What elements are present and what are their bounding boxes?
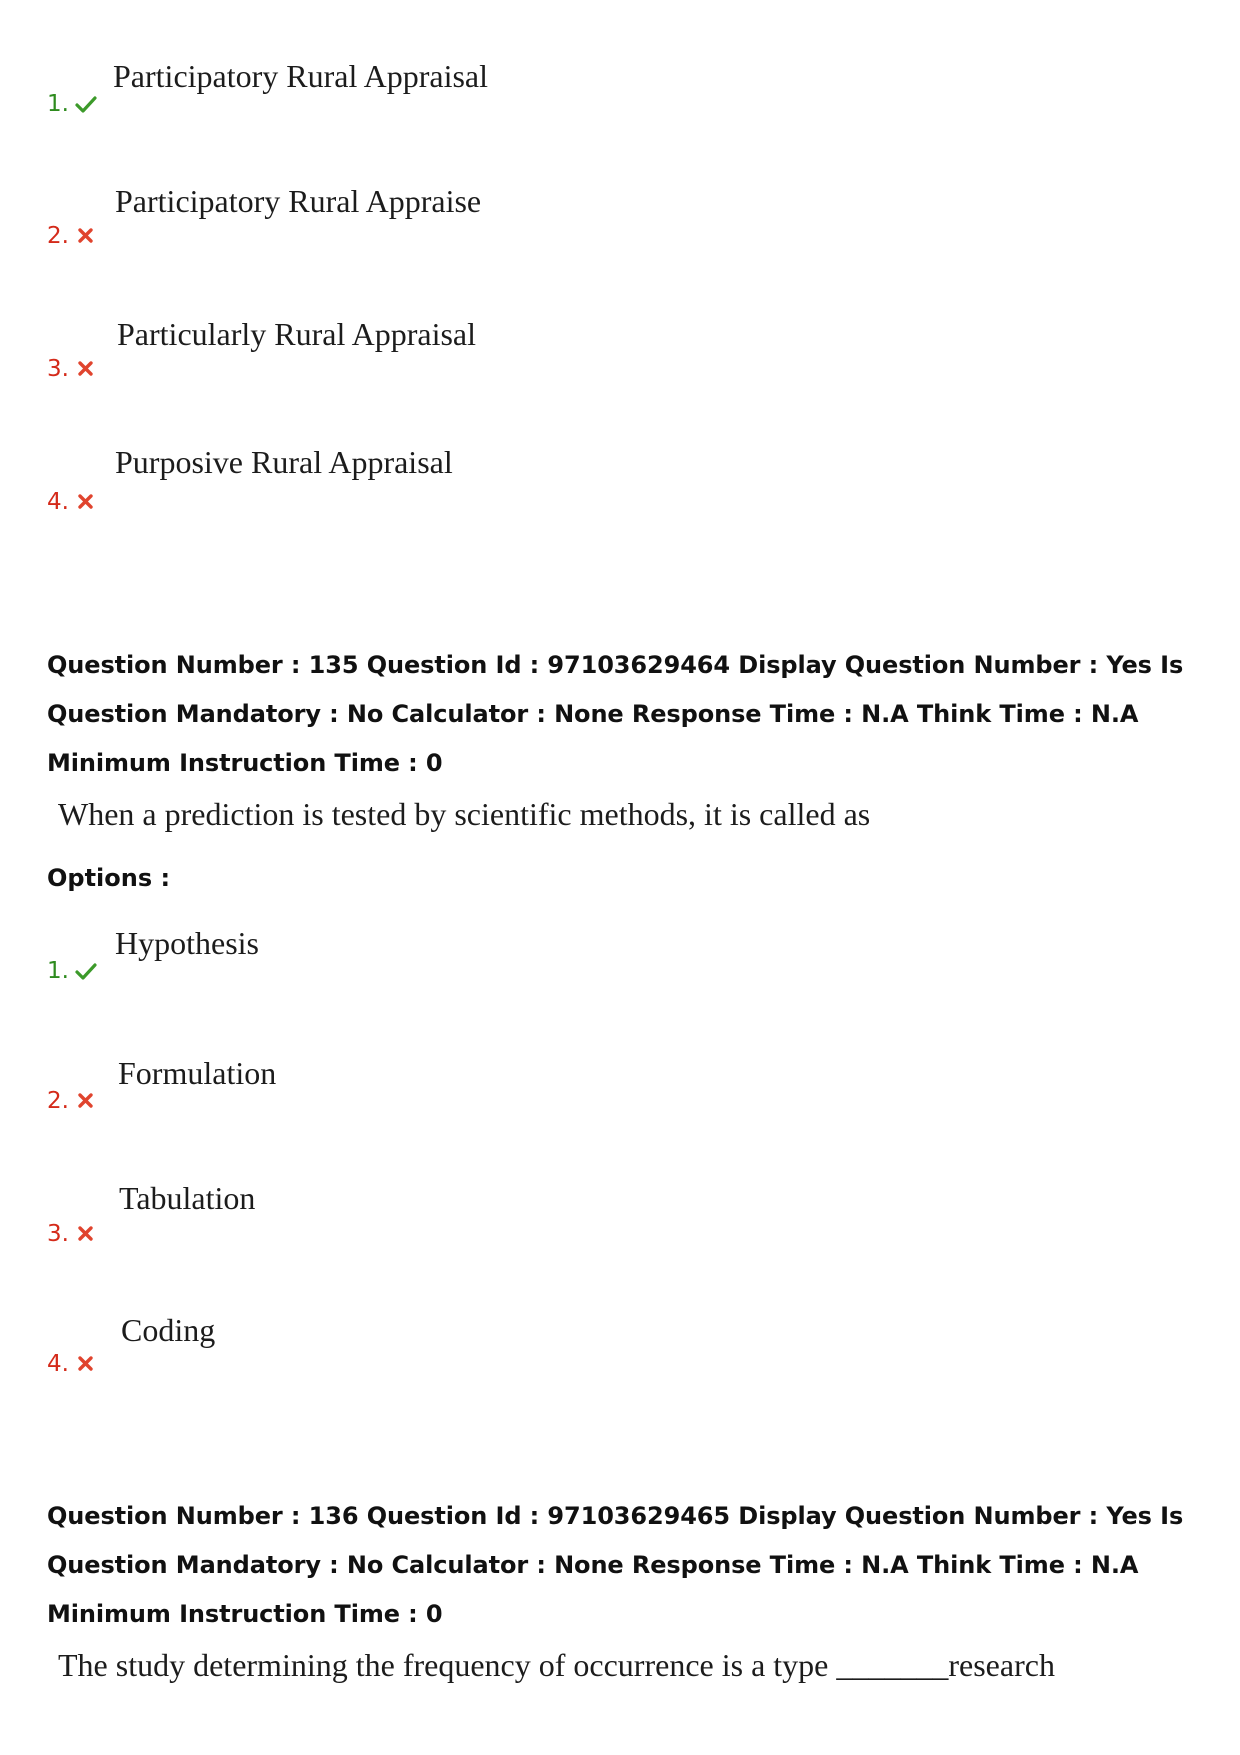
cross-icon bbox=[75, 227, 97, 245]
check-icon bbox=[75, 962, 97, 980]
q134-option-4 bbox=[47, 444, 947, 515]
question-136-header: Question Number : 136 Question Id : 97103629465 Display Question Number : Yes Is Question Mandatory : No Calculator : None Response Time : N.A Think Time : N.A Minimum Instruction Time : 0 bbox=[47, 1502, 1184, 1628]
q135-option-1 bbox=[47, 924, 947, 984]
options-label: Options : bbox=[47, 864, 171, 892]
q135-option-3 bbox=[47, 1180, 947, 1247]
option-number: 4. bbox=[47, 489, 69, 515]
option-text: Particularly Rural Appraisal bbox=[117, 316, 477, 352]
cross-icon bbox=[75, 493, 97, 511]
option-number: 4. bbox=[47, 1351, 69, 1377]
question-136-text: The study determining the frequency of occurrence is a type _______research bbox=[58, 1647, 1055, 1683]
q135-option-2 bbox=[47, 1054, 947, 1114]
option-text: Hypothesis bbox=[115, 925, 259, 961]
option-text: Participatory Rural Appraise bbox=[115, 183, 482, 219]
option-number: 1. bbox=[47, 91, 69, 117]
option-text: Formulation bbox=[118, 1055, 277, 1091]
option-number: 2. bbox=[47, 1088, 69, 1114]
q134-option-3 bbox=[47, 316, 947, 382]
option-text: Purposive Rural Appraisal bbox=[115, 444, 453, 480]
q134-option-1 bbox=[47, 57, 947, 117]
option-text: Participatory Rural Appraisal bbox=[113, 58, 489, 94]
cross-icon bbox=[75, 1225, 97, 1243]
option-number: 3. bbox=[47, 1221, 69, 1247]
question-135-text: When a prediction is tested by scientific methods, it is called as bbox=[58, 796, 871, 832]
option-number: 3. bbox=[47, 356, 69, 382]
option-number: 1. bbox=[47, 958, 69, 984]
check-icon bbox=[75, 95, 97, 113]
q135-option-4 bbox=[47, 1312, 947, 1377]
question-135-header: Question Number : 135 Question Id : 97103629464 Display Question Number : Yes Is Question Mandatory : No Calculator : None Response Time : N.A Think Time : N.A Minimum Instruction Time : 0 bbox=[47, 651, 1184, 777]
option-text: Coding bbox=[121, 1312, 216, 1348]
cross-icon bbox=[75, 1092, 97, 1110]
cross-icon bbox=[75, 1355, 97, 1373]
option-text: Tabulation bbox=[119, 1180, 256, 1216]
cross-icon bbox=[75, 360, 97, 378]
q134-option-2 bbox=[47, 183, 947, 249]
option-number: 2. bbox=[47, 223, 69, 249]
